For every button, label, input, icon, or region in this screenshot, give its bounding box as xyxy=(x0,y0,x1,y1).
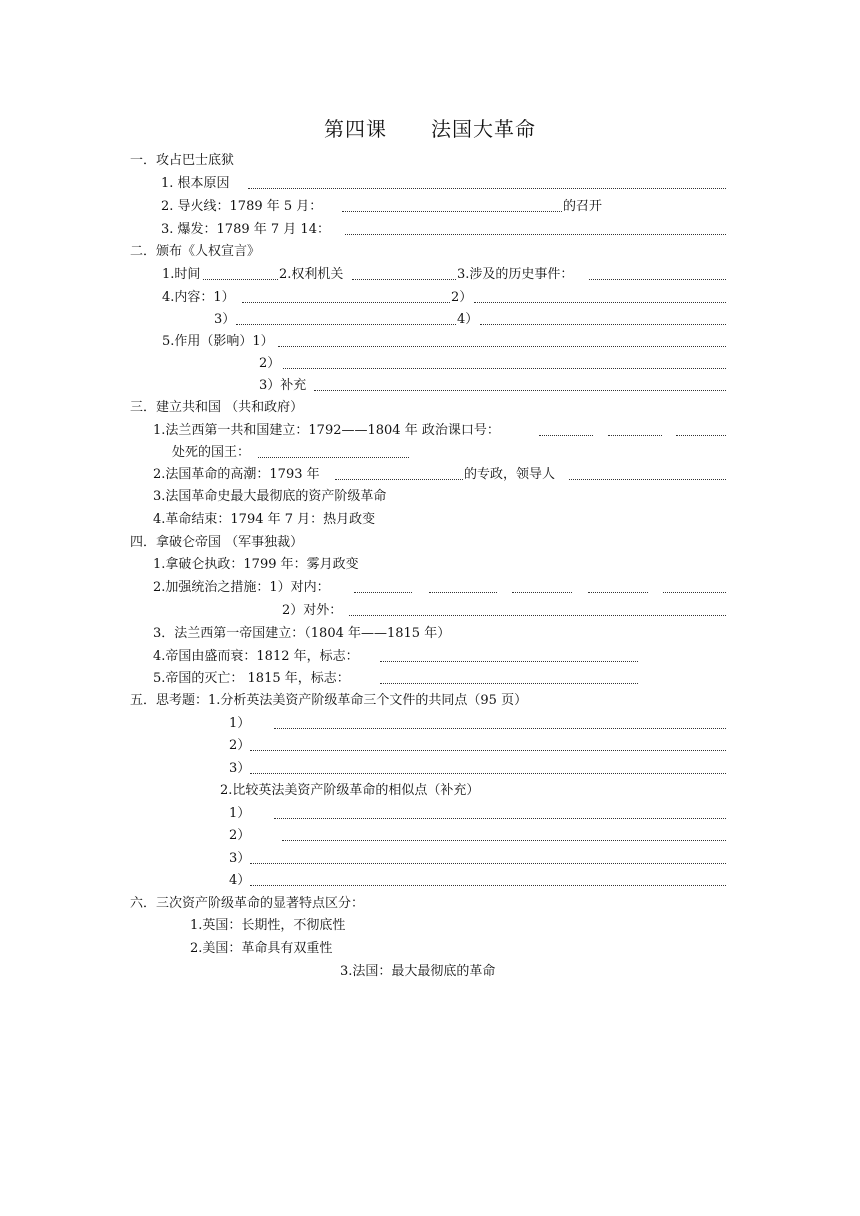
blank-line[interactable] xyxy=(248,188,726,189)
blank-line[interactable] xyxy=(676,435,726,436)
blank-line[interactable] xyxy=(258,457,409,458)
s4-item-2b: 2）对外： xyxy=(282,603,343,618)
section-3-heading: 三．建立共和国 （共和政府） xyxy=(130,400,304,415)
blank-line[interactable] xyxy=(354,592,412,593)
blank-line[interactable] xyxy=(250,863,726,864)
s2-content-label: 4.内容：1） xyxy=(162,290,235,305)
blank-line[interactable] xyxy=(335,479,463,480)
blank-line[interactable] xyxy=(203,279,278,280)
s2-organ-label: 2.权利机关 xyxy=(279,267,344,282)
s6-item-3: 3.法国：最大最彻底的革命 xyxy=(340,964,496,979)
blank-line[interactable] xyxy=(429,592,497,593)
blank-line[interactable] xyxy=(250,885,726,886)
blank-line[interactable] xyxy=(608,435,662,436)
blank-line[interactable] xyxy=(345,234,726,235)
s4-item-3: 3．法兰西第一帝国建立：（1804 年——1815 年） xyxy=(153,626,451,641)
s5-a1: 1） xyxy=(229,716,251,731)
s2-time-label: 1.时间 xyxy=(162,267,201,282)
s2-content-2: 2） xyxy=(451,290,473,305)
s4-item-2: 2.加强统治之措施：1）对内： xyxy=(153,580,330,595)
blank-line[interactable] xyxy=(352,279,456,280)
blank-line[interactable] xyxy=(274,818,726,819)
blank-line[interactable] xyxy=(380,661,638,662)
s1-item-1: 1. 根本原因 xyxy=(161,176,230,191)
blank-line[interactable] xyxy=(589,279,726,280)
blank-line[interactable] xyxy=(569,479,726,480)
s5-b1: 1） xyxy=(229,806,251,821)
s2-effect-3: 3）补充 xyxy=(259,378,307,393)
blank-line[interactable] xyxy=(250,750,726,751)
s5-a2: 2） xyxy=(229,738,251,753)
blank-line[interactable] xyxy=(474,302,726,303)
section-1-heading: 一．攻占巴士底狱 xyxy=(130,153,235,168)
s2-effect-label: 5.作用（影响）1） xyxy=(162,334,274,349)
title-topic: 法国大革命 xyxy=(431,117,536,141)
s2-content-3: 3） xyxy=(214,312,236,327)
s4-item-1: 1.拿破仑执政：1799 年：雾月政变 xyxy=(153,557,359,572)
s3-item-1: 1.法兰西第一共和国建立：1792——1804 年 政治课口号： xyxy=(153,423,500,438)
s3-item-4: 4.革命结束：1794 年 7 月：热月政变 xyxy=(153,512,376,527)
blank-line[interactable] xyxy=(282,840,726,841)
blank-line[interactable] xyxy=(512,592,572,593)
blank-line[interactable] xyxy=(283,368,726,369)
blank-line[interactable] xyxy=(314,390,726,391)
s1-item-3: 3. 爆发：1789 年 7 月 14： xyxy=(161,222,330,237)
section-2-heading: 二．颁布《人权宣言》 xyxy=(130,244,261,259)
s3-item-3: 3.法国革命史最大最彻底的资产阶级革命 xyxy=(153,489,387,504)
s5-a3: 3） xyxy=(229,761,251,776)
s5-b2: 2） xyxy=(229,828,251,843)
s5-b4: 4） xyxy=(229,873,251,888)
s3-item-1b: 处死的国王： xyxy=(172,445,251,460)
s4-item-5: 5.帝国的灭亡： 1815 年，标志： xyxy=(153,671,350,686)
s6-item-1: 1.英国：长期性，不彻底性 xyxy=(190,918,346,933)
s5-question-2: 2.比较英法美资产阶级革命的相似点（补充） xyxy=(220,783,480,798)
blank-line[interactable] xyxy=(242,302,450,303)
section-4-heading: 四．拿破仑帝国 （军事独裁） xyxy=(130,535,304,550)
s3-item-2-mid: 的专政，领导人 xyxy=(464,467,556,482)
section-6-heading: 六．三次资产阶级革命的显著特点区分： xyxy=(130,896,365,911)
blank-line[interactable] xyxy=(349,615,726,616)
blank-line[interactable] xyxy=(250,773,726,774)
s5-b3: 3） xyxy=(229,851,251,866)
blank-line[interactable] xyxy=(663,592,726,593)
blank-line[interactable] xyxy=(380,683,638,684)
page-title xyxy=(0,117,860,141)
s1-item-2: 2. 导火线：1789 年 5 月： xyxy=(161,199,323,214)
blank-line[interactable] xyxy=(236,324,456,325)
blank-line[interactable] xyxy=(274,728,726,729)
blank-line[interactable] xyxy=(342,211,562,212)
s2-effect-2: 2） xyxy=(259,356,281,371)
s2-events-label: 3.涉及的历史事件： xyxy=(457,267,574,282)
s2-content-4: 4） xyxy=(457,312,479,327)
blank-line[interactable] xyxy=(539,435,593,436)
s6-item-2: 2.美国：革命具有双重性 xyxy=(190,941,333,956)
s4-item-4: 4.帝国由盛而衰：1812 年，标志： xyxy=(153,649,359,664)
s3-item-2: 2.法国革命的高潮：1793 年 xyxy=(153,467,320,482)
section-5-heading: 五．思考题：1.分析英法美资产阶级革命三个文件的共同点（95 页） xyxy=(130,693,528,708)
s1-item-2-suffix: 的召开 xyxy=(563,199,603,214)
title-lesson: 第四课 xyxy=(324,117,387,141)
blank-line[interactable] xyxy=(278,346,726,347)
blank-line[interactable] xyxy=(480,324,726,325)
blank-line[interactable] xyxy=(588,592,648,593)
